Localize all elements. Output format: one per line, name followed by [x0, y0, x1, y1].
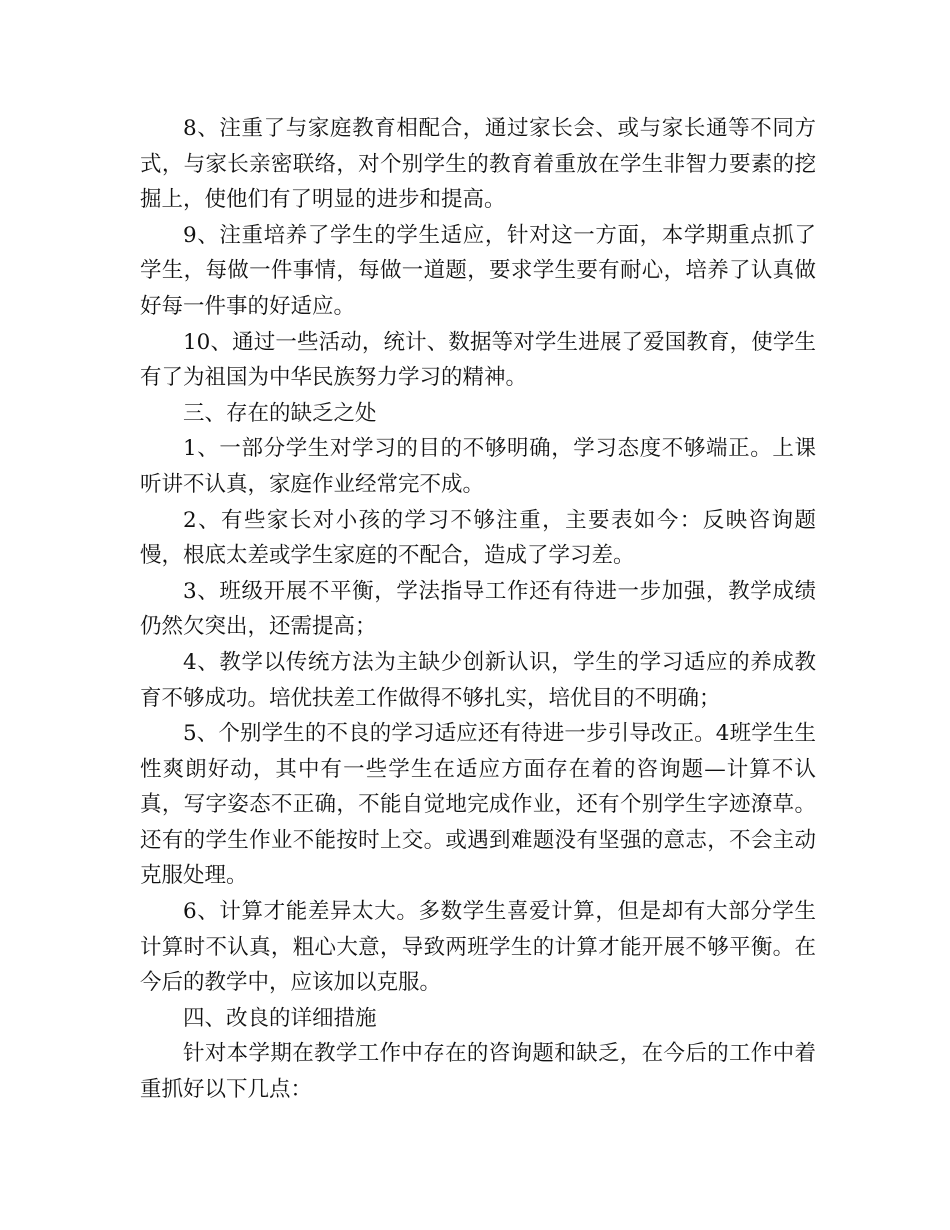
shortcoming-item-3: 3、班级开展不平衡，学法指导工作还有待进一步加强，教学成绩仍然欠突出，还需提高；	[140, 578, 816, 640]
document-body	[140, 111, 816, 1108]
paragraph-8-home-school-cooperation: 8、注重了与家庭教育相配合，通过家长会、或与家长通等不同方式，与家长亲密联络，对个别学生的教育着重放在学生非智力要素的挖掘上，使他们有了明显的进步和提高。	[140, 116, 816, 213]
paragraph-9-study-habits: 9、注重培养了学生的学生适应，针对这一方面，本学期重点抓了学生，每做一件事情，每做一道题，要求学生要有耐心，培养了认真做好每一件事的好适应。	[140, 222, 816, 319]
improvement-intro-paragraph: 针对本学期在教学工作中存在的咨询题和缺乏，在今后的工作中着重抓好以下几点：	[140, 1041, 816, 1103]
shortcoming-item-5: 5、个别学生的不良的学习适应还有待进一步引导改正。4班学生生性爽朗好动，其中有一些学生在适应方面存在着的咨询题—计算不认真，写字姿态不正确，不能自觉地完成作业，还有个别学生字迹潦草。还有的学生作业不能按时上交。或遇到难题没有坚强的意志，不会主动克服处理。	[140, 721, 816, 889]
paragraph-10-patriotic-education: 10、通过一些活动，统计、数据等对学生进展了爱国教育，使学生有了为祖国为中华民族努力学习的精神。	[140, 329, 816, 391]
shortcoming-item-4: 4、教学以传统方法为主缺少创新认识，学生的学习适应的养成教育不够成功。培优扶差工作做得不够扎实，培优目的不明确；	[140, 649, 816, 711]
section-heading-shortcomings: 三、存在的缺乏之处	[183, 400, 377, 426]
shortcoming-item-6: 6、计算才能差异太大。多数学生喜爱计算，但是却有大部分学生计算时不认真，粗心大意，导致两班学生的计算才能开展不够平衡。在今后的教学中，应该加以克服。	[140, 899, 816, 996]
shortcoming-item-1: 1、一部分学生对学习的目的不够明确，学习态度不够端正。上课听讲不认真，家庭作业经常完不成。	[140, 436, 816, 497]
shortcoming-item-2: 2、有些家长对小孩的学习不够注重，主要表如今：反映咨询题慢，根底太差或学生家庭的不配合，造成了学习差。	[140, 507, 816, 569]
section-heading-improvement-measures: 四、改良的详细措施	[183, 1005, 377, 1031]
